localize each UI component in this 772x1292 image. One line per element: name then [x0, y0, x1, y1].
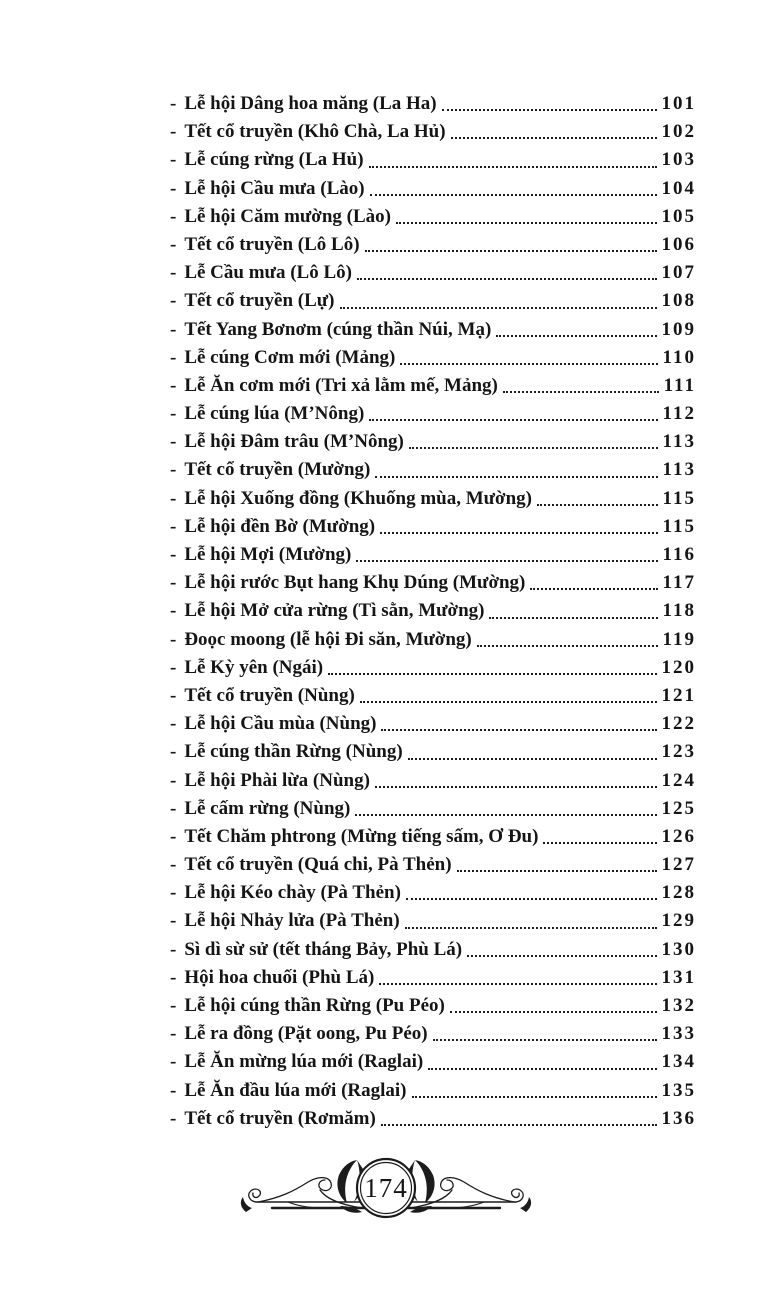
toc-entry-label: Lễ ra đồng (Pặt oong, Pu Péo) [184, 1023, 428, 1045]
toc-entry-label: Tết Yang Bơnơm (cúng thần Núi, Mạ) [184, 318, 492, 340]
dot-leader [367, 400, 659, 428]
toc-entry [170, 513, 696, 541]
dot-leader [535, 485, 660, 513]
bullet-dash: - [170, 346, 177, 368]
toc-entry-label: Tết cổ truyền (Nùng) [184, 684, 355, 706]
toc-entry-label: Tết Chăm phtrong (Mừng tiếng sấm, Ơ Đu) [184, 825, 539, 847]
dot-leader [354, 541, 659, 569]
toc-entry [170, 203, 696, 231]
dot-leader [407, 428, 660, 456]
toc-entry-page: 135 [661, 1079, 696, 1101]
bullet-dash: - [170, 515, 177, 537]
toc-entry-label: Lễ cúng lúa (M’Nông) [184, 403, 365, 425]
toc-entry-label: Lễ hội Đâm trâu (M’Nông) [184, 431, 404, 453]
toc-entry [170, 456, 696, 484]
toc-entry-label: Lễ hội Phài lừa (Nùng) [184, 769, 370, 791]
toc-entry-page: 126 [661, 825, 696, 847]
bullet-dash: - [170, 544, 177, 565]
toc-entry-label: Hội hoa chuối (Phù Lá) [184, 966, 375, 988]
toc-entry-page: 133 [661, 1023, 696, 1045]
toc-entry-page: 110 [662, 346, 696, 368]
toc-entry-page: 109 [661, 318, 696, 340]
bullet-dash: - [170, 966, 177, 988]
bullet-dash: - [170, 1051, 177, 1073]
dot-leader [449, 118, 659, 146]
toc-entry [170, 936, 696, 964]
bullet-dash: - [170, 431, 177, 453]
toc-entry [170, 823, 696, 851]
dot-leader [475, 626, 660, 654]
dot-leader [358, 682, 659, 710]
toc-entry-label: Lễ Ăn mừng lúa mới (Raglai) [184, 1051, 424, 1073]
bullet-dash: - [170, 262, 177, 284]
toc-entry [170, 1077, 696, 1105]
dot-leader [326, 654, 658, 682]
dot-leader [368, 175, 659, 203]
toc-entry-label: Tết cổ truyền (Lự) [184, 290, 335, 312]
flourish-ornament-icon [236, 1146, 536, 1242]
dot-leader [379, 710, 658, 738]
toc-entry-page: 119 [662, 628, 696, 650]
bullet-dash: - [170, 684, 177, 706]
toc-entry-label: Lễ cúng rừng (La Hủ) [184, 149, 364, 171]
dot-leader [398, 344, 659, 372]
toc-entry-label: Lễ hội rước Bụt hang Khụ Dúng (Mường) [184, 572, 526, 594]
bullet-dash: - [170, 825, 177, 847]
dot-leader [426, 1048, 658, 1076]
bullet-dash: - [170, 797, 177, 819]
bullet-dash: - [170, 600, 177, 622]
toc-entry [170, 569, 696, 597]
toc-entry [170, 344, 696, 372]
bullet-dash: - [170, 713, 177, 735]
toc-entry-label: Lễ Ăn cơm mới (Tri xả lằm mế, Mảng) [184, 374, 498, 396]
bullet-dash: - [170, 487, 177, 509]
toc-entry [170, 992, 696, 1020]
toc-entry [170, 738, 696, 766]
bullet-dash: - [170, 1023, 177, 1045]
dot-leader [378, 513, 659, 541]
toc-entry [170, 541, 696, 569]
dot-leader [465, 936, 658, 964]
toc-entry-label: Lễ cúng Cơm mới (Mảng) [184, 346, 396, 368]
toc-entry [170, 400, 696, 428]
toc-entry [170, 1048, 696, 1076]
dot-leader [367, 146, 659, 174]
bullet-dash: - [170, 403, 177, 425]
toc-entry-page: 116 [662, 544, 696, 565]
bullet-dash: - [170, 177, 177, 199]
dot-leader [406, 738, 659, 766]
toc-entry-page: 108 [661, 290, 696, 312]
toc-entry [170, 795, 696, 823]
toc-entry-label: Lễ hội Căm mường (Lào) [184, 205, 391, 227]
toc-entry-label: Lễ hội Mợi (Mường) [184, 544, 352, 565]
toc-entry-label: Lễ hội cúng thần Rừng (Pu Péo) [184, 995, 445, 1016]
dot-leader [431, 1020, 659, 1048]
toc-entry [170, 654, 696, 682]
bullet-dash: - [170, 1107, 177, 1129]
dot-leader [487, 597, 659, 625]
toc-entry-page: 121 [661, 684, 696, 706]
bullet-dash: - [170, 93, 177, 114]
bullet-dash: - [170, 628, 177, 650]
dot-leader [377, 964, 658, 992]
toc-entry-page: 101 [661, 93, 696, 114]
toc-entry-page: 118 [662, 600, 696, 622]
toc-entry-page: 127 [661, 854, 696, 876]
toc-entry [170, 626, 696, 654]
dot-leader [404, 879, 659, 907]
toc-entry-page: 113 [662, 431, 696, 453]
dot-leader [363, 231, 659, 259]
bullet-dash: - [170, 1079, 177, 1101]
toc-entry-page: 130 [661, 938, 696, 960]
toc-entry-label: Lễ Kỳ yên (Ngái) [184, 656, 324, 678]
bullet-dash: - [170, 741, 177, 763]
toc-entry-label: Tết cổ truyền (Quá chi, Pà Thẻn) [184, 854, 452, 876]
toc-entry-page: 132 [661, 995, 696, 1016]
dot-leader [355, 259, 659, 287]
dot-leader [541, 823, 658, 851]
toc-entry [170, 1105, 696, 1133]
toc-entry-page: 104 [661, 177, 696, 199]
dot-leader [373, 456, 659, 484]
toc-entry [170, 964, 696, 992]
toc-entry [170, 259, 696, 287]
toc-entry [170, 90, 696, 118]
toc-entry-label: Lễ Ăn đầu lúa mới (Raglai) [184, 1079, 407, 1101]
toc-entry-label: Lễ hội Xuống đồng (Khuống mùa, Mường) [184, 487, 532, 509]
bullet-dash: - [170, 233, 177, 255]
bullet-dash: - [170, 459, 177, 481]
toc-entry-label: Lễ hội Nhảy lửa (Pà Thẻn) [184, 910, 400, 932]
toc-entry [170, 428, 696, 456]
bullet-dash: - [170, 374, 177, 396]
toc-entry-page: 134 [661, 1051, 696, 1073]
bullet-dash: - [170, 318, 177, 340]
toc-entry [170, 767, 696, 795]
bullet-dash: - [170, 290, 177, 312]
toc-entry-label: Sì dì sừ sử (tết tháng Bảy, Phù Lá) [184, 938, 463, 960]
toc-entry-page: 122 [661, 713, 696, 735]
toc-entry-page: 113 [662, 459, 696, 481]
dot-leader [394, 203, 659, 231]
toc-entry-page: 129 [661, 910, 696, 932]
dot-leader [410, 1077, 659, 1105]
toc-entry-page: 124 [661, 769, 696, 791]
toc-entry [170, 146, 696, 174]
toc-entry-label: Tết cổ truyền (Lô Lô) [184, 233, 360, 255]
toc-entry [170, 316, 696, 344]
bullet-dash: - [170, 121, 177, 143]
toc-entry-page: 106 [661, 233, 696, 255]
toc-entry-page: 105 [661, 205, 696, 227]
toc-entry [170, 175, 696, 203]
toc-entry-label: Lễ hội Cầu mùa (Nùng) [184, 713, 377, 735]
dot-leader [338, 287, 659, 315]
bullet-dash: - [170, 854, 177, 876]
toc-entry [170, 879, 696, 907]
toc-entry-label: Lễ hội đền Bờ (Mường) [184, 515, 376, 537]
footer-page-number: 174 [364, 1173, 408, 1203]
bullet-dash: - [170, 995, 177, 1016]
bullet-dash: - [170, 882, 177, 904]
toc-entry [170, 118, 696, 146]
dot-leader [494, 316, 658, 344]
page-footer-ornament [236, 1146, 536, 1242]
toc-entry-label: Tết cổ truyền (Rơmăm) [184, 1107, 376, 1129]
bullet-dash: - [170, 572, 177, 594]
toc-entry-label: Lễ Cầu mưa (Lô Lô) [184, 262, 352, 284]
bullet-dash: - [170, 938, 177, 960]
toc-entry-label: Tết cổ truyền (Khô Chà, La Hủ) [184, 121, 446, 143]
toc-entry-page: 136 [661, 1107, 696, 1129]
toc-entry-label: Đoọc moong (lễ hội Đi săn, Mường) [184, 628, 472, 650]
toc-entry [170, 287, 696, 315]
dot-leader [448, 992, 659, 1020]
toc-entry [170, 907, 696, 935]
toc-entry-label: Lễ cấm rừng (Nùng) [184, 797, 351, 819]
toc-entry [170, 710, 696, 738]
toc-entry [170, 682, 696, 710]
toc-entry-page: 102 [661, 121, 696, 143]
toc-entry-page: 103 [661, 149, 696, 171]
toc-entry-page: 115 [662, 487, 696, 509]
toc-entry-page: 111 [663, 374, 696, 396]
toc-entry-page: 125 [661, 797, 696, 819]
toc-list [170, 90, 696, 1133]
dot-leader [353, 795, 658, 823]
bullet-dash: - [170, 149, 177, 171]
toc-entry-page: 117 [662, 572, 696, 594]
bullet-dash: - [170, 910, 177, 932]
toc-entry [170, 597, 696, 625]
toc-entry [170, 851, 696, 879]
toc-entry-page: 115 [662, 515, 696, 537]
dot-leader [501, 372, 661, 400]
toc-entry [170, 372, 696, 400]
toc-entry-page: 112 [662, 403, 696, 425]
toc-entry-page: 123 [661, 741, 696, 763]
dot-leader [373, 767, 659, 795]
toc-entry-page: 120 [661, 656, 696, 678]
toc-entry-label: Lễ cúng thần Rừng (Nùng) [184, 741, 403, 763]
dot-leader [455, 851, 659, 879]
dot-leader [440, 90, 659, 118]
dot-leader [528, 569, 659, 597]
toc-entry-label: Lễ hội Dâng hoa măng (La Ha) [184, 93, 437, 114]
toc-entry [170, 231, 696, 259]
toc-entry-label: Tết cổ truyền (Mường) [184, 459, 371, 481]
toc-entry-page: 131 [661, 966, 696, 988]
bullet-dash: - [170, 656, 177, 678]
toc-entry-page: 107 [661, 262, 696, 284]
dot-leader [403, 907, 659, 935]
toc-entry-page: 128 [661, 882, 696, 904]
toc-entry-label: Lễ hội Mở cửa rừng (Tì sằn, Mường) [184, 600, 485, 622]
toc-entry-label: Lễ hội Cầu mưa (Lào) [184, 177, 365, 199]
bullet-dash: - [170, 769, 177, 791]
toc-entry-label: Lễ hội Kéo chày (Pà Thẻn) [184, 882, 401, 904]
toc-entry [170, 485, 696, 513]
bullet-dash: - [170, 205, 177, 227]
dot-leader [379, 1105, 659, 1133]
toc-entry [170, 1020, 696, 1048]
